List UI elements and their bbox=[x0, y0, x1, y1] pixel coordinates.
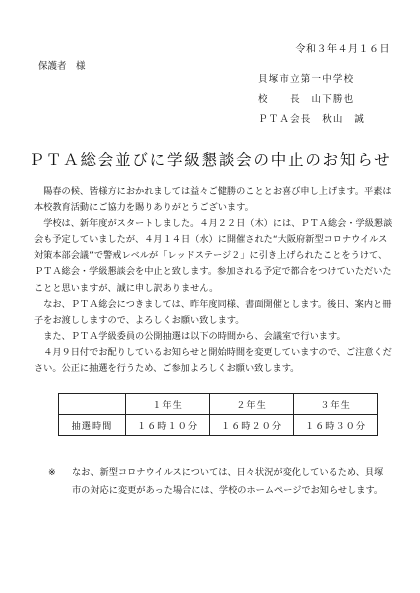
table-header-row bbox=[59, 394, 378, 415]
table-header-cell: １年生 bbox=[126, 394, 210, 415]
note-mark: ※ bbox=[48, 467, 56, 478]
table-header-cell: ３年生 bbox=[294, 394, 378, 415]
paragraph: また、ＰＴＡ学級委員の公開抽選は以下の時間から、会議室で行います。 bbox=[43, 330, 346, 342]
sender-school: 貝塚市立第一中学校 bbox=[258, 74, 355, 85]
table-header-cell bbox=[59, 394, 126, 415]
footnote bbox=[48, 464, 388, 499]
paragraph: 学校は、新年度がスタートしました。４月２２日（木）には、ＰＴＡ総会・学級懇談会も予定していましたが、４月１４日（水）に開催された“大阪府新型コロナウイルス対策本部会議”で警戒レベルが「レッドステージ２」に引き上げられたことをうけて、ＰＴＡ総会・学級懇談会を中止と致します。参加される予定で都合をつけていただいたことと思いますが、誠に申し訳ありません。 bbox=[34, 218, 393, 294]
table-cell: 抽選時間 bbox=[59, 415, 126, 436]
sender-principal: 校 長 山下勝也 bbox=[258, 94, 355, 105]
paragraph: ４月９日付でお配りしているお知らせと開始時間を変更していますので、ご注意ください。公正に抽選を行うため、ご参加よろしくお願い致します。 bbox=[34, 346, 392, 375]
sender-pta-president: ＰＴＡ会長 秋山 誠 bbox=[258, 114, 366, 125]
table-cell: １６時３０分 bbox=[294, 415, 378, 436]
note-text: なお、新型コロナウイルスについては、日々状況が変化しているため、貝塚市の対応に変更があった場合には、学校のホームページでお知らせします。 bbox=[72, 467, 384, 496]
sender-block bbox=[258, 70, 365, 130]
table-row bbox=[59, 415, 378, 436]
table-cell: １６時１０分 bbox=[126, 415, 210, 436]
document-body bbox=[34, 184, 396, 377]
lottery-schedule-table bbox=[58, 393, 378, 436]
table-header-cell: ２年生 bbox=[210, 394, 294, 415]
table-cell: １６時２０分 bbox=[210, 415, 294, 436]
paragraph: 陽春の候、皆様方におかれましては益々ご健勝のこととお喜び申し上げます。平素は本校教育活動にご協力を賜りありがとうございます。 bbox=[34, 186, 392, 214]
paragraph: なお、ＰＴＡ総会につきましては、昨年度同様、書面開催とします。後日、案内と冊子をお渡ししますので、よろしくお願い致します。 bbox=[34, 298, 392, 326]
document-title: ＰＴＡ総会並びに学級懇談会の中止のお知らせ bbox=[28, 151, 392, 169]
addressee: 保護者 様 bbox=[38, 61, 86, 72]
issue-date: 令和３年４月１６日 bbox=[295, 44, 390, 55]
